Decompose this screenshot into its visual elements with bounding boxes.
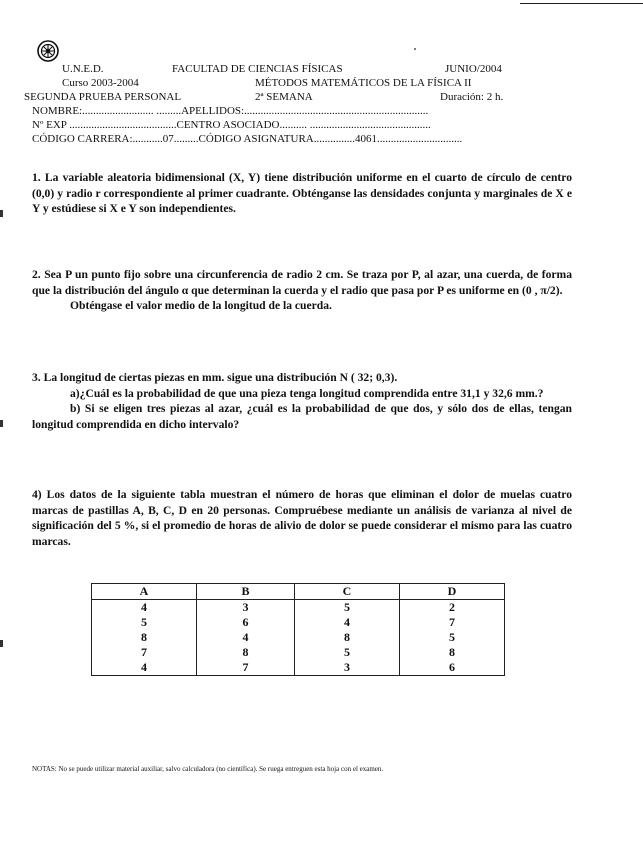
table-cell: 7 <box>92 645 197 660</box>
table-row <box>92 645 505 660</box>
table-header-row <box>92 584 505 600</box>
name-field-row: NOMBRE:.......................... .........APELLIDOS:................................................................... <box>32 105 429 117</box>
question-3a-text: a)¿Cuál es la probabilidad de que una pieza tenga longitud comprendida entre 31,1 y 32,6 mm.? <box>70 386 544 400</box>
table-cell: 2 <box>399 600 504 616</box>
question-4 <box>32 487 572 549</box>
faculty-name: FACULTAD DE CIENCIAS FÍSICAS <box>172 63 343 75</box>
question-1 <box>32 170 572 217</box>
pain-relief-table <box>91 583 505 676</box>
exam-week: 2ª SEMANA <box>255 91 313 103</box>
subject-name: MÉTODOS MATEMÁTICOS DE LA FÍSICA II <box>255 77 472 89</box>
table-header: B <box>197 584 295 600</box>
table-row <box>92 660 505 676</box>
table-cell: 5 <box>92 615 197 630</box>
uned-seal-icon <box>37 40 59 62</box>
table-cell: 7 <box>197 660 295 676</box>
table-cell: 5 <box>294 645 399 660</box>
table-cell: 3 <box>294 660 399 676</box>
table-cell: 4 <box>197 630 295 645</box>
footer-notes: NOTAS: No se puede utilizar material auxiliar, salvo calculadora (no científica). Se ruega entreguen esta hoja con el examen. <box>32 765 384 773</box>
exam-date: JUNIO/2004 <box>445 63 502 75</box>
course-year: Curso 2003-2004 <box>62 77 139 89</box>
scan-speck <box>414 48 416 50</box>
codes-row: CÓDIGO CARRERA:...........07.........CÓDIGO ASIGNATURA...............4061............................... <box>32 133 463 145</box>
table-cell: 6 <box>197 615 295 630</box>
scan-edge-mark <box>0 420 3 427</box>
table-row <box>92 600 505 616</box>
table-cell: 4 <box>294 615 399 630</box>
table-cell: 8 <box>197 645 295 660</box>
table-cell: 5 <box>294 600 399 616</box>
exam-type: SEGUNDA PRUEBA PERSONAL <box>24 91 182 103</box>
exp-center-row: Nº EXP .......................................CENTRO ASOCIADO.......... ............................................ <box>32 119 431 131</box>
table-row <box>92 630 505 645</box>
scan-edge-mark <box>0 640 3 647</box>
table-cell: 6 <box>399 660 504 676</box>
table-cell: 5 <box>399 630 504 645</box>
table-cell: 4 <box>92 600 197 616</box>
scan-edge-mark <box>0 210 3 217</box>
table-cell: 4 <box>92 660 197 676</box>
table-cell: 7 <box>399 615 504 630</box>
table-cell: 8 <box>399 645 504 660</box>
question-3 <box>32 370 572 432</box>
table-cell: 8 <box>294 630 399 645</box>
question-2 <box>32 267 572 314</box>
university-name: U.N.E.D. <box>62 63 104 75</box>
table-header: C <box>294 584 399 600</box>
question-4-text: 4) Los datos de la siguiente tabla muestran el número de horas que eliminan el dolor de muelas cuatro marcas de pastillas A, B, C, D en 20 personas. Compruébese mediante un análisis de varianza al nivel de significación del 5 %, si el promedio de horas de alivio de dolor se puede considerar el mismo para las cuatro marcas. <box>32 488 572 548</box>
question-2-task: Obténgase el valor medio de la longitud de la cuerda. <box>70 299 332 313</box>
question-3-text: 3. La longitud de ciertas piezas en mm. sigue una distribución N ( 32; 0,3). <box>32 371 398 384</box>
table-row <box>92 615 505 630</box>
question-3b-text: b) Si se eligen tres piezas al azar, ¿cuál es la probabilidad de que dos, y sólo dos de ellas, tengan longitud comprendida en dicho intervalo? <box>32 402 572 431</box>
top-edge-line <box>520 3 643 4</box>
question-1-text: 1. La variable aleatoria bidimensional (X, Y) tiene distribución uniforme en el cuarto de círculo de centro (0,0) y radio r correspondiente al primer cuadrante. Obténganse las densidades conjunta y marginales de X e Y y estúdiese si X e Y son independientes. <box>32 171 572 216</box>
question-2-text: 2. Sea P un punto fijo sobre una circunferencia de radio 2 cm. Se traza por P, al azar, una cuerda, de forma que la distribución del ángulo α que determinan la cuerda y el radio que pasa por P es uniforme en (0 , π/2). <box>32 268 572 297</box>
table-cell: 3 <box>197 600 295 616</box>
table-header: D <box>399 584 504 600</box>
table-header: A <box>92 584 197 600</box>
table-cell: 8 <box>92 630 197 645</box>
exam-duration: Duración: 2 h. <box>440 91 504 103</box>
